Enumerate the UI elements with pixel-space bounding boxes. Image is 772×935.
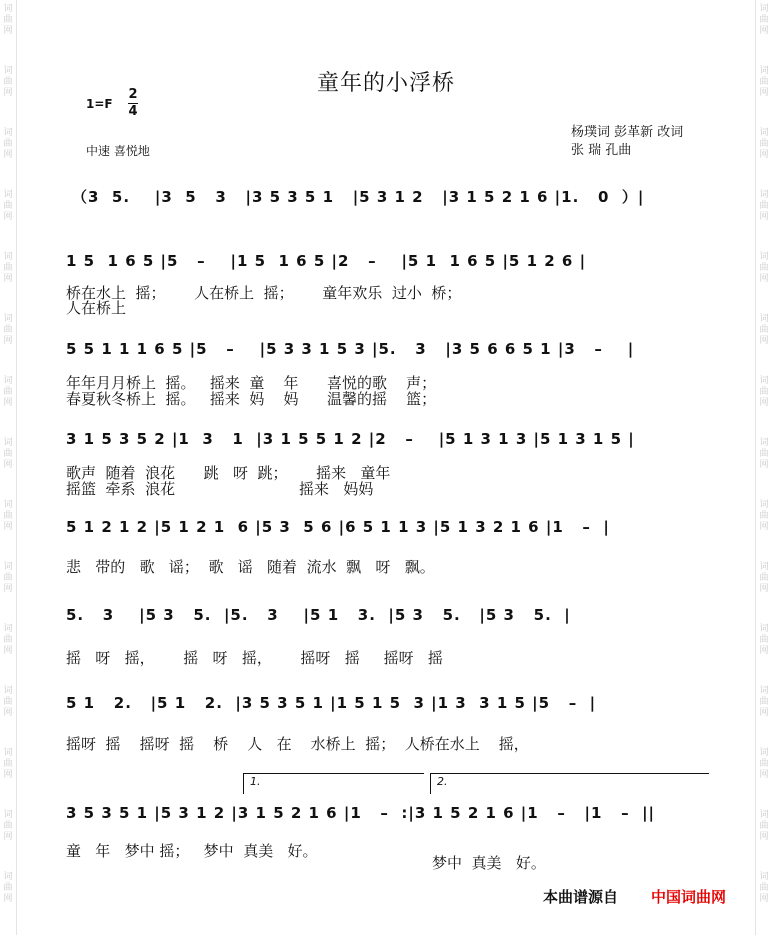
lyric-line-7: 摇呀 摇 摇呀 摇 桥 人 在 水桥上 摇； 人桥在水上 摇，: [66, 735, 529, 753]
watermark-text: 词 曲 网: [3, 376, 13, 408]
volta-label-1: 1.: [250, 775, 261, 788]
time-signature-top: 2: [128, 87, 138, 102]
watermark-text: 词 曲 网: [759, 872, 769, 904]
composer-credit: 张 瑞 孔曲: [571, 143, 632, 158]
volta-label-2: 2.: [437, 775, 448, 788]
watermark-text: 词 曲 网: [3, 66, 13, 98]
lyric-line-6: 摇 呀 摇， 摇 呀 摇， 摇呀 摇 摇呀 摇: [66, 649, 443, 667]
notation-line-1: （3 5. |3 5 3 |3 5 3 5 1 |5 3 1 2 |3 1 5 2 1 6 |1. 0 ）|: [72, 188, 645, 206]
watermark-text: 词 曲 网: [3, 686, 13, 718]
watermark-text: 词 曲 网: [759, 438, 769, 470]
watermark-text: 词 曲 网: [759, 4, 769, 36]
watermark-text: 词 曲 网: [759, 190, 769, 222]
watermark-text: 词 曲 网: [3, 190, 13, 222]
watermark-text: 词 曲 网: [759, 252, 769, 284]
watermark-text: 词 曲 网: [3, 438, 13, 470]
notation-line-8: 3 5 3 5 1 |5 3 1 2 |3 1 5 2 1 6 |1 – :|3 1 5 2 1 6 |1 – |1 – ||: [66, 804, 656, 822]
lyric-line-8b: 梦中 真美 好。: [432, 854, 546, 872]
watermark-text: 词 曲 网: [3, 128, 13, 160]
watermark-text: 词 曲 网: [3, 4, 13, 36]
watermark-text: 词 曲 网: [759, 562, 769, 594]
left-watermark-strip: [0, 0, 17, 935]
notation-line-7: 5 1 2. |5 1 2. |3 5 3 5 1 |1 5 1 5 3 |1 3 3 1 5 |5 – |: [66, 694, 597, 712]
lyricist-credit: 杨璞词 彭革新 改词: [571, 125, 684, 140]
watermark-text: 词 曲 网: [3, 562, 13, 594]
notation-line-6: 5. 3 |5 3 5. |5. 3 |5 1 3. |5 3 5. |5 3 5. |: [66, 606, 571, 624]
watermark-text: 词 曲 网: [759, 314, 769, 346]
song-title: 童年的小浮桥: [316, 71, 455, 96]
time-signature-bottom: 4: [128, 104, 138, 119]
notation-line-3: 5 5 1 1 1 6 5 |5 – |5 3 3 1 5 3 |5. 3 |3 5 6 6 5 1 |3 – |: [66, 340, 635, 358]
lyric-line-2b: 人在桥上: [66, 299, 127, 317]
volta-bracket-1: [243, 773, 424, 794]
notation-line-5: 5 1 2 1 2 |5 1 2 1 6 |5 3 5 6 |6 5 1 1 3 |5 1 3 2 1 6 |1 – |: [66, 518, 610, 536]
tempo-marking: 中速 喜悦地: [86, 144, 150, 158]
watermark-text: 词 曲 网: [759, 810, 769, 842]
site-name-link[interactable]: 中国词曲网: [651, 888, 727, 906]
watermark-text: 词 曲 网: [3, 624, 13, 656]
lyric-line-3b: 春夏秋冬桥上 摇。 摇来 妈 妈 温馨的摇 篮；: [66, 390, 437, 408]
right-watermark-strip: [755, 0, 772, 935]
key-signature: 1=F: [86, 97, 113, 111]
watermark-text: 词 曲 网: [759, 624, 769, 656]
lyric-line-4b: 摇篮 牵系 浪花 摇来 妈妈: [66, 480, 374, 498]
volta-bracket-2: [430, 773, 709, 794]
lyric-line-4a: 歌声 随着 浪花 跳 呀 跳； 摇来 童年: [66, 464, 391, 482]
lyric-line-8a: 童 年 梦中 摇； 梦中 真美 好。: [66, 842, 318, 860]
watermark-text: 词 曲 网: [759, 128, 769, 160]
watermark-text: 词 曲 网: [759, 500, 769, 532]
notation-line-2: 1 5 1 6 5 |5 – |1 5 1 6 5 |2 – |5 1 1 6 5 |5 1 2 6 |: [66, 252, 587, 270]
watermark-text: 词 曲 网: [759, 748, 769, 780]
watermark-text: 词 曲 网: [759, 686, 769, 718]
watermark-text: 词 曲 网: [3, 500, 13, 532]
source-label: 本曲谱源自: [543, 888, 619, 906]
watermark-text: 词 曲 网: [3, 810, 13, 842]
lyric-line-3a: 年年月月桥上 摇。 摇来 童 年 喜悦的歌 声；: [66, 374, 437, 392]
lyric-line-2a: 桥在水上 摇； 人在桥上 摇； 童年欢乐 过小 桥；: [66, 284, 462, 302]
watermark-text: 词 曲 网: [3, 314, 13, 346]
lyric-line-5: 悲 带的 歌 谣； 歌 谣 随着 流水 飘 呀 飘。: [66, 558, 435, 576]
notation-line-4: 3 1 5 3 5 2 |1 3 1 |3 1 5 5 1 2 |2 – |5 1 3 1 3 |5 1 3 1 5 |: [66, 430, 635, 448]
watermark-text: 词 曲 网: [759, 376, 769, 408]
watermark-text: 词 曲 网: [759, 66, 769, 98]
watermark-text: 词 曲 网: [3, 252, 13, 284]
time-signature: [128, 87, 138, 120]
watermark-text: 词 曲 网: [3, 748, 13, 780]
watermark-text: 词 曲 网: [3, 872, 13, 904]
